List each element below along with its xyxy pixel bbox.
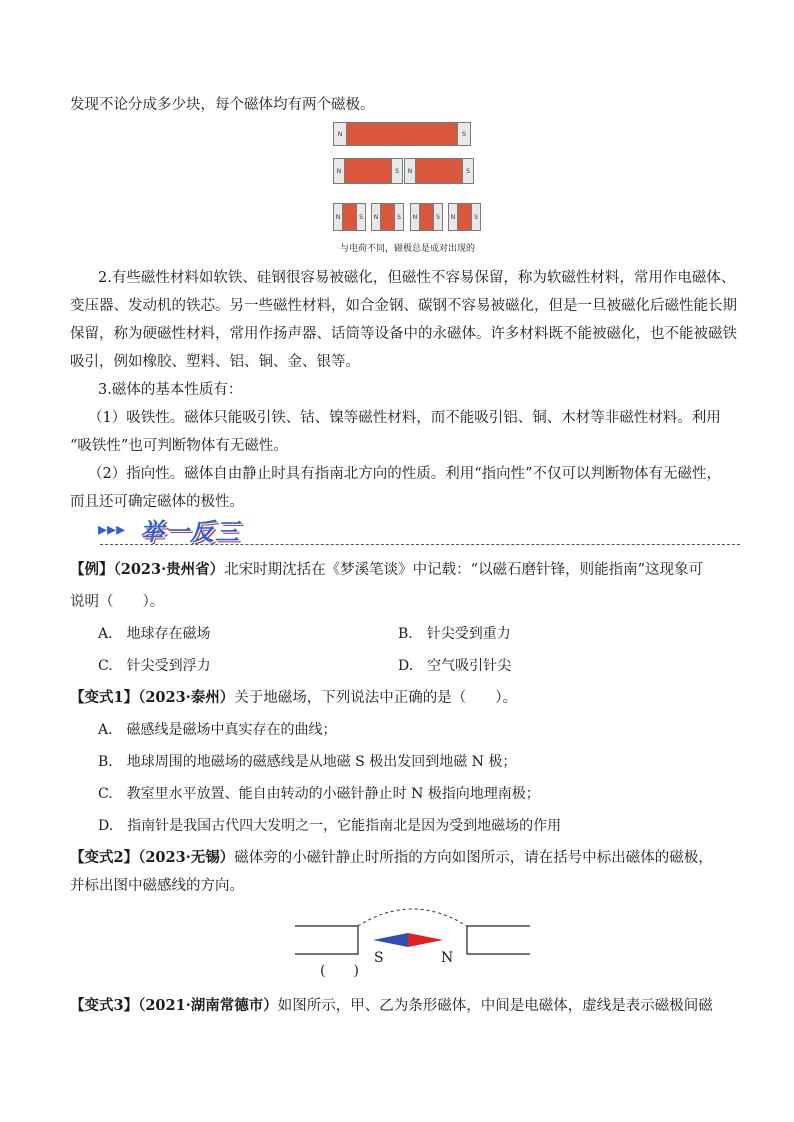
point2-line2: 变压器、发动机的铁芯。另一些磁性材料，如合金钢、碳钢不容易被磁化，但是一旦被磁化后磁性能长期 [70,298,737,314]
needle-label-n: N [441,950,454,966]
magnet-pole-label: N [333,122,347,146]
variant1-option-a: A. 磁感线是磁场中真实存在的曲线； [98,722,337,738]
magnet-pole-label: S [433,203,443,231]
variant2-question [70,848,713,868]
magnet-pole-label: S [471,203,481,231]
variant2-text2: 并标出图中磁感线的方向。 [70,878,244,894]
example-option-d: D. 空气吸引针尖 [398,658,512,674]
magnet-bar [457,203,472,231]
variant3-text: 如图所示，甲、乙为条形磁体，中间是电磁体，虚线是表示磁极间磁 [277,998,713,1014]
point3-sub2-line1: （2）指向性。磁体自由静止时具有指南北方向的性质。利用“指向性”不仅可以判断物体有无磁性， [88,466,722,482]
variant2-tag: 【变式2】 [70,849,139,866]
section-divider [100,544,740,545]
banner-arrows-icon: ▸▸▸ [98,519,126,540]
point2-line4: 吸引，例如橡胶、塑料、铝、铜、金、银等。 [70,354,360,370]
magnet-pole-label: N [333,203,343,231]
example-option-b: B. 针尖受到重力 [398,626,511,642]
example-option-c: C. 针尖受到浮力 [98,658,211,674]
variant2-text: 磁体旁的小磁针静止时所指的方向如图所示，请在括号中标出磁体的磁极， [234,850,713,866]
variant1-source: （2023·泰州） [138,689,235,706]
magnet-pole-label: N [371,203,381,231]
variant3-tag: 【变式3】 [70,997,139,1014]
example-text2: 说明（ ）。 [70,594,165,610]
magnet-figure [330,118,480,238]
section-banner-title: 举一反三 [140,518,240,546]
magnet-bar [380,203,395,231]
needle-red-half [408,933,443,947]
left-magnet [295,926,358,954]
magnet-pole-label: S [462,158,474,184]
paragraph-intro: 发现不论分成多少块，每个磁体均有两个磁极。 [70,97,375,113]
variant1-option-d: D. 指南针是我国古代四大发明之一，它能指南北是因为受到地磁场的作用 [98,818,562,834]
magnet-pole-label: N [333,158,345,184]
variant1-tag: 【变式1】 [70,689,139,706]
magnet-bar [415,158,463,184]
field-line [358,909,467,926]
magnet-bar [419,203,434,231]
variant2-source: （2023·无锡） [138,849,235,866]
point3-sub2-line2: 而且还可确定磁体的极性。 [70,494,244,510]
variant1-option-b: B. 地球周围的地磁场的磁感线是从地磁 S 极出发回到地磁 N 极； [98,754,517,770]
point2-line3: 保留，称为硬磁性材料，常用作扬声器、话筒等设备中的永磁体。许多材料既不能被磁化，也不能被磁铁 [70,326,737,342]
magnet-pole-label: S [394,203,404,231]
magnet-bar [344,158,392,184]
variant3-question [70,996,713,1016]
magnet-pole-label: S [457,122,471,146]
example-source: （2023·贵州省） [113,561,225,578]
magnet-bar [346,122,458,146]
point3-sub1-line1: （1）吸铁性。磁体只能吸引铁、钴、镍等磁性材料，而不能吸引铝、铜、木材等非磁性材料。利用 [88,410,721,426]
example-option-a: A. 地球存在磁场 [98,626,211,642]
magnet-pole-label: S [391,158,403,184]
magnet-bar [342,203,357,231]
point2-line1: 2.有些磁性材料如软铁、硅钢很容易被磁化，但磁性不容易保留，称为软磁性材料，常用作电磁体、 [98,270,736,286]
magnet-pole-label: S [356,203,366,231]
point3-title: 3.磁体的基本性质有： [98,382,243,398]
magnet-pole-label: N [404,158,416,184]
blank-parenthesis: ( ) [320,963,359,979]
right-magnet [467,926,530,954]
needle-label-s: S [374,950,384,966]
magnet-pole-label: N [448,203,458,231]
figure-caption: 与电荷不同，磁极总是成对出现的 [340,244,476,254]
example-tag: 【例】 [70,561,114,578]
variant3-source: （2021·湖南常德市） [138,997,278,1014]
variant1-option-c: C. 教室里水平放置、能自由转动的小磁针静止时 N 极指向地理南极； [98,786,540,802]
point3-sub1-line2: “吸铁性”也可判断物体有无磁性。 [70,438,288,454]
needle-blue-half [373,933,408,947]
variant1-text: 关于地磁场，下列说法中正确的是（ ）。 [234,690,517,706]
magnet-pole-label: N [410,203,420,231]
example-text: 北宋时期沈括在《梦溪笔谈》中记载：“以磁石磨针锋，则能指南”这现象可 [224,562,703,578]
variant1-question [70,688,517,708]
example-question [70,560,703,580]
